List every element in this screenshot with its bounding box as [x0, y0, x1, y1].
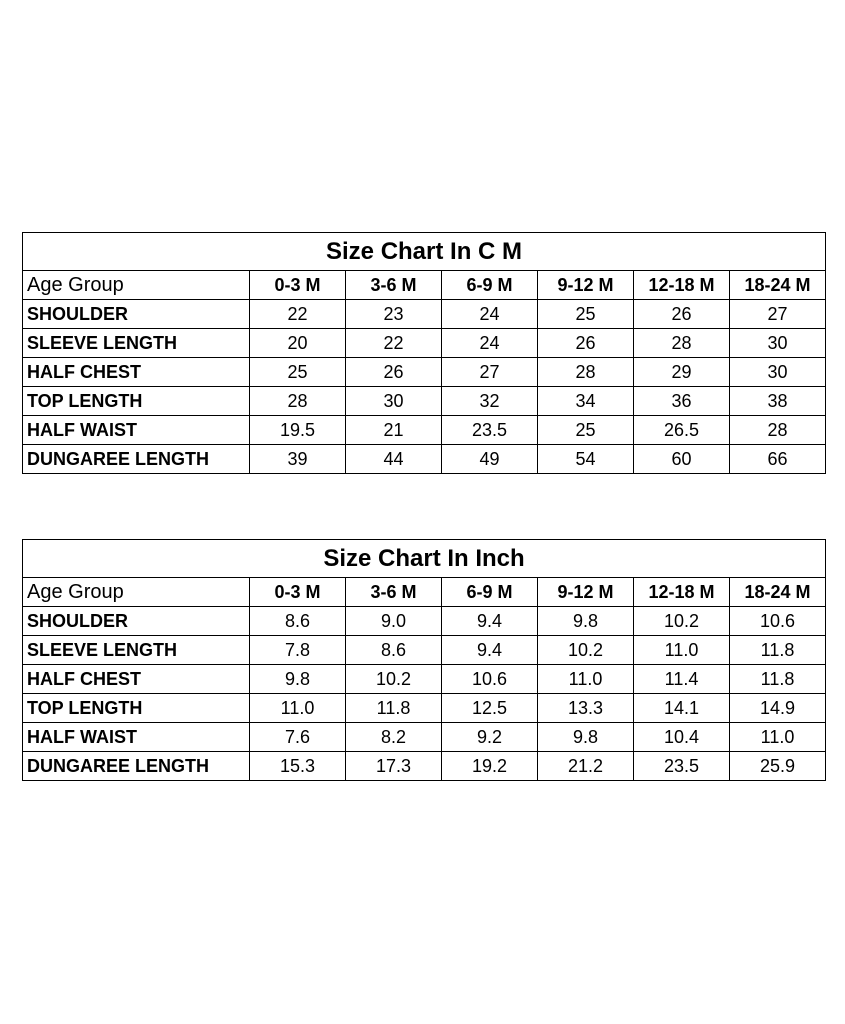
- table-header-row: [23, 271, 826, 300]
- table-row: [23, 665, 826, 694]
- row-label: HALF WAIST: [23, 723, 250, 752]
- size-header: 12-18 M: [634, 271, 730, 300]
- row-label: SLEEVE LENGTH: [23, 636, 250, 665]
- table-cell: 23.5: [634, 752, 730, 781]
- size-header: 3-6 M: [346, 271, 442, 300]
- table-cell: 11.0: [250, 694, 346, 723]
- table-row: [23, 300, 826, 329]
- table-cell: 9.4: [442, 636, 538, 665]
- table-row: [23, 329, 826, 358]
- row-label: TOP LENGTH: [23, 694, 250, 723]
- table-cell: 10.2: [538, 636, 634, 665]
- table-cell: 34: [538, 387, 634, 416]
- table-row: [23, 445, 826, 474]
- table-cell: 7.6: [250, 723, 346, 752]
- table-cell: 28: [634, 329, 730, 358]
- row-label: HALF WAIST: [23, 416, 250, 445]
- table-cell: 38: [730, 387, 826, 416]
- table-cell: 15.3: [250, 752, 346, 781]
- table-cell: 39: [250, 445, 346, 474]
- table-cell: 29: [634, 358, 730, 387]
- row-label: DUNGAREE LENGTH: [23, 445, 250, 474]
- table-cell: 22: [346, 329, 442, 358]
- table-cell: 9.2: [442, 723, 538, 752]
- table-cell: 21.2: [538, 752, 634, 781]
- table-row: [23, 694, 826, 723]
- table-cell: 25: [538, 300, 634, 329]
- table-cell: 9.8: [538, 607, 634, 636]
- table-cell: 9.8: [250, 665, 346, 694]
- table-cell: 24: [442, 329, 538, 358]
- table-cell: 28: [250, 387, 346, 416]
- table-cell: 11.8: [730, 665, 826, 694]
- table-cell: 27: [730, 300, 826, 329]
- size-header: 3-6 M: [346, 578, 442, 607]
- table-cell: 25.9: [730, 752, 826, 781]
- table-cell: 26: [634, 300, 730, 329]
- size-header: 0-3 M: [250, 271, 346, 300]
- table-cell: 9.0: [346, 607, 442, 636]
- table-header-row: [23, 578, 826, 607]
- table-cell: 14.9: [730, 694, 826, 723]
- row-label: TOP LENGTH: [23, 387, 250, 416]
- table-cell: 49: [442, 445, 538, 474]
- size-header: 0-3 M: [250, 578, 346, 607]
- table-cell: 30: [346, 387, 442, 416]
- table-cell: 13.3: [538, 694, 634, 723]
- table-cell: 66: [730, 445, 826, 474]
- size-header: 9-12 M: [538, 578, 634, 607]
- table-cell: 25: [538, 416, 634, 445]
- table-cell: 30: [730, 329, 826, 358]
- table-cell: 10.4: [634, 723, 730, 752]
- table-cell: 28: [730, 416, 826, 445]
- table-cell: 8.6: [250, 607, 346, 636]
- age-group-header: Age Group: [23, 271, 250, 300]
- table-cell: 24: [442, 300, 538, 329]
- table-cell: 11.8: [730, 636, 826, 665]
- table-cell: 36: [634, 387, 730, 416]
- table-cell: 11.0: [538, 665, 634, 694]
- table-row: [23, 416, 826, 445]
- row-label: SHOULDER: [23, 607, 250, 636]
- table-cell: 44: [346, 445, 442, 474]
- table-cell: 21: [346, 416, 442, 445]
- table-cell: 28: [538, 358, 634, 387]
- table-cell: 32: [442, 387, 538, 416]
- size-header: 12-18 M: [634, 578, 730, 607]
- table-cell: 17.3: [346, 752, 442, 781]
- size-chart-inch-table: [22, 539, 826, 781]
- table-cell: 19.5: [250, 416, 346, 445]
- table-cell: 27: [442, 358, 538, 387]
- size-header: 6-9 M: [442, 271, 538, 300]
- size-header: 9-12 M: [538, 271, 634, 300]
- table-title: Size Chart In Inch: [23, 540, 826, 578]
- table-cell: 60: [634, 445, 730, 474]
- size-header: 18-24 M: [730, 578, 826, 607]
- table-cell: 23.5: [442, 416, 538, 445]
- table-cell: 10.6: [730, 607, 826, 636]
- table-row: [23, 636, 826, 665]
- table-cell: 12.5: [442, 694, 538, 723]
- table-cell: 22: [250, 300, 346, 329]
- age-group-header: Age Group: [23, 578, 250, 607]
- table-cell: 11.0: [730, 723, 826, 752]
- table-cell: 9.4: [442, 607, 538, 636]
- row-label: SHOULDER: [23, 300, 250, 329]
- size-header: 18-24 M: [730, 271, 826, 300]
- row-label: SLEEVE LENGTH: [23, 329, 250, 358]
- table-cell: 8.6: [346, 636, 442, 665]
- table-title-row: [23, 233, 826, 271]
- table-cell: 10.6: [442, 665, 538, 694]
- table-cell: 10.2: [634, 607, 730, 636]
- table-cell: 25: [250, 358, 346, 387]
- table-cell: 11.4: [634, 665, 730, 694]
- table-cell: 7.8: [250, 636, 346, 665]
- table-title-row: [23, 540, 826, 578]
- table-cell: 26.5: [634, 416, 730, 445]
- table-row: [23, 723, 826, 752]
- table-cell: 8.2: [346, 723, 442, 752]
- table-cell: 11.8: [346, 694, 442, 723]
- table-cell: 10.2: [346, 665, 442, 694]
- size-chart-cm-table: [22, 232, 826, 474]
- table-cell: 30: [730, 358, 826, 387]
- table-title: Size Chart In C M: [23, 233, 826, 271]
- table-cell: 19.2: [442, 752, 538, 781]
- table-cell: 23: [346, 300, 442, 329]
- table-row: [23, 607, 826, 636]
- table-cell: 26: [538, 329, 634, 358]
- table-cell: 14.1: [634, 694, 730, 723]
- row-label: HALF CHEST: [23, 665, 250, 694]
- table-cell: 26: [346, 358, 442, 387]
- row-label: HALF CHEST: [23, 358, 250, 387]
- table-cell: 11.0: [634, 636, 730, 665]
- table-row: [23, 387, 826, 416]
- table-cell: 54: [538, 445, 634, 474]
- table-row: [23, 358, 826, 387]
- size-header: 6-9 M: [442, 578, 538, 607]
- row-label: DUNGAREE LENGTH: [23, 752, 250, 781]
- table-cell: 20: [250, 329, 346, 358]
- table-cell: 9.8: [538, 723, 634, 752]
- table-row: [23, 752, 826, 781]
